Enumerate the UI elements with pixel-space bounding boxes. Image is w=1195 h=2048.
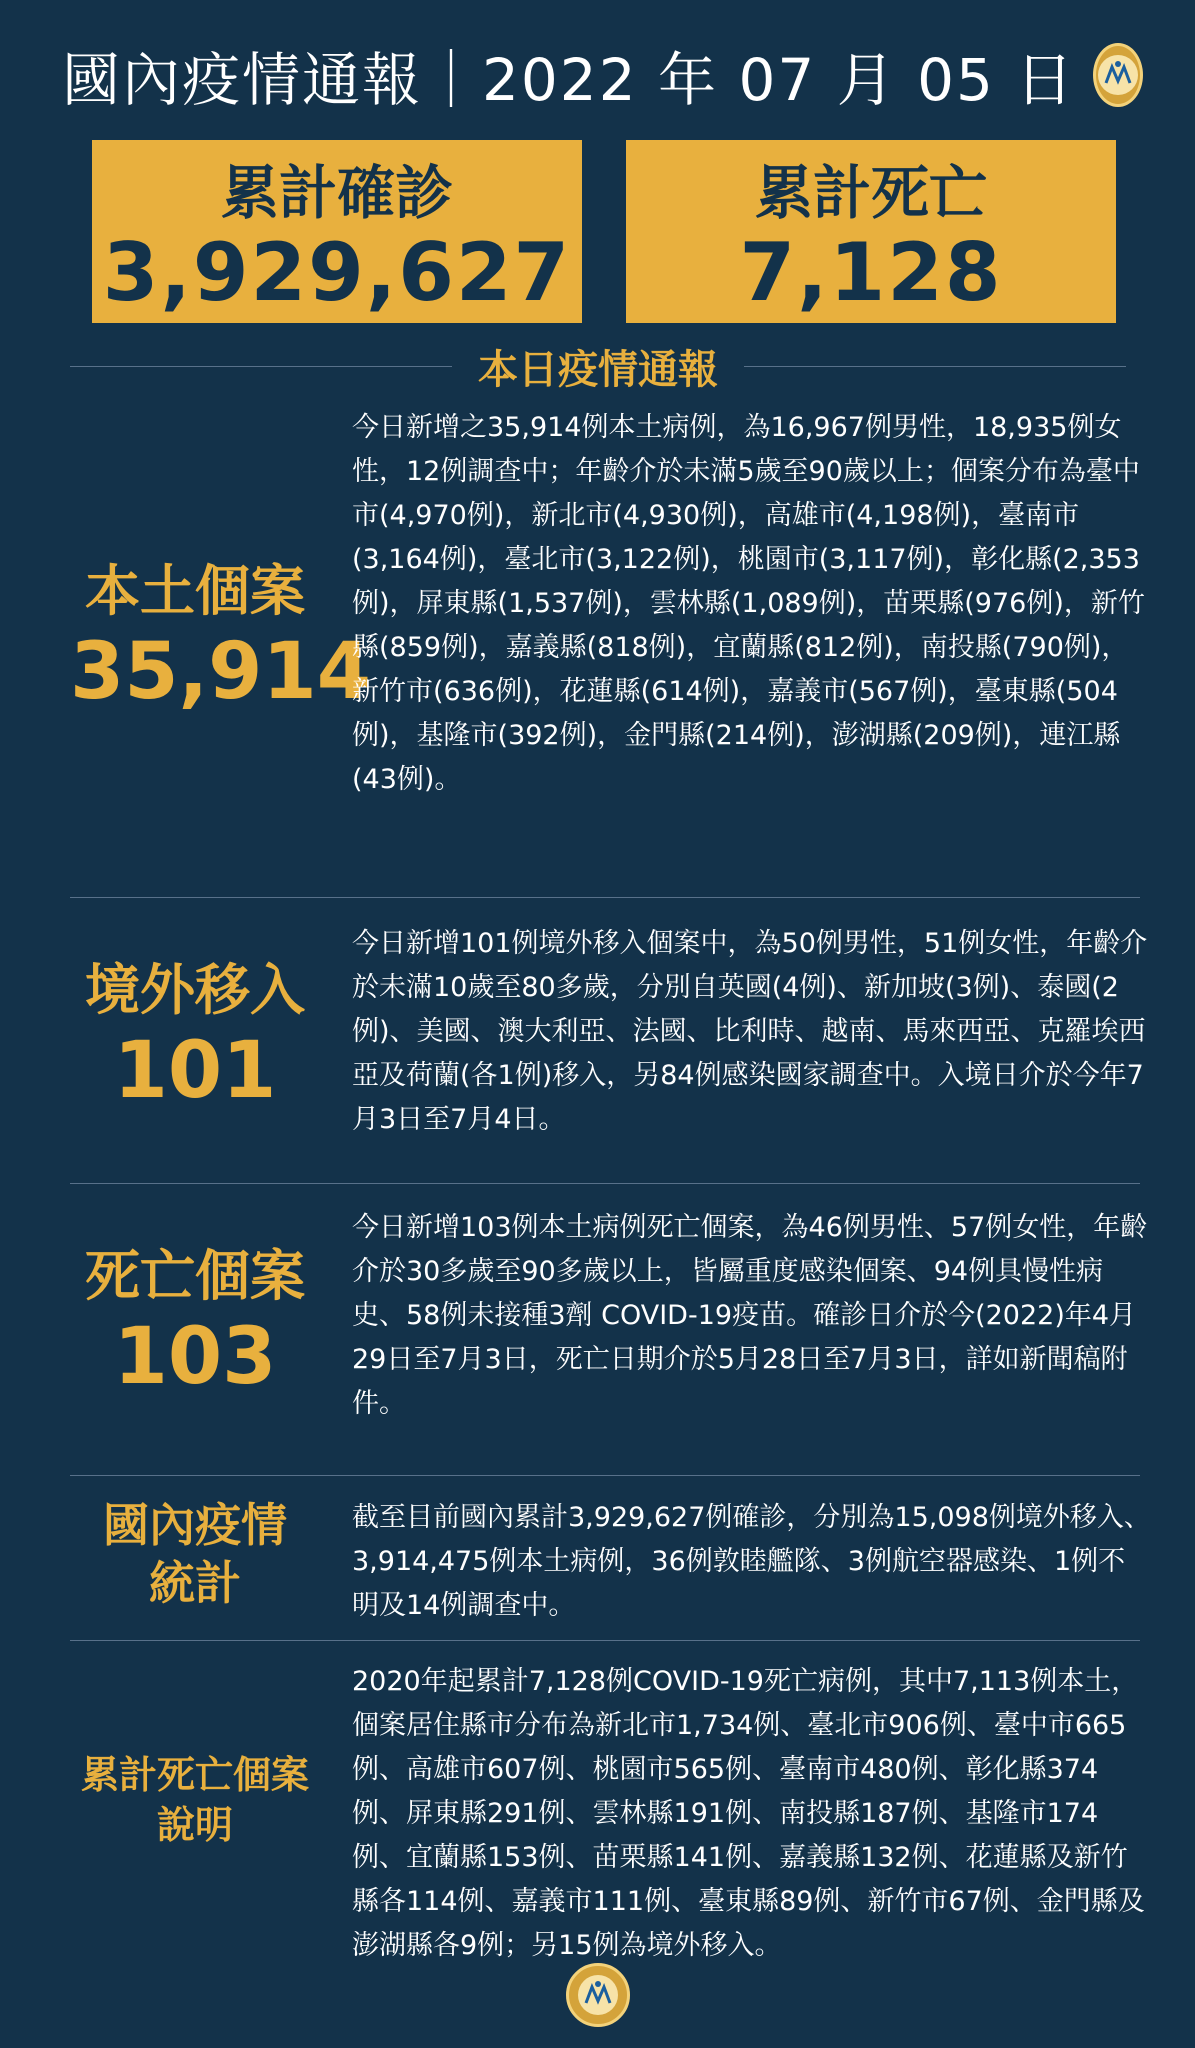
total-confirmed-value: 3,929,627 bbox=[102, 226, 572, 319]
local-cases-section bbox=[70, 400, 1145, 880]
header bbox=[62, 30, 1142, 120]
total-deaths-label: 累計死亡 bbox=[754, 159, 987, 227]
divider bbox=[70, 1183, 1140, 1184]
today-report-heading bbox=[70, 340, 1126, 392]
domestic-stats-label: 國內疫情 bbox=[103, 1498, 287, 1552]
local-cases-value: 35,914 bbox=[70, 627, 371, 717]
divider bbox=[744, 366, 1126, 367]
death-cases-label: 死亡個案 bbox=[84, 1244, 305, 1308]
cumulative-deaths-text: 2020年起累計7,128例COVID-19死亡病例，其中7,113例本土，個案居住縣市分布為新北市1,734例、臺北市906例、臺中市665例、高雄市607例、桃園市565例、臺南市480例、彰化縣374例、屏東縣291例、雲林縣191例、南投縣187例、基隆市174例、宜蘭縣153例、苗栗縣141例、嘉義縣132例、花蓮縣及新竹縣各114例、嘉義市111例、臺東縣89例、新竹市67例、金門縣及澎湖縣各9例；另15例為境外移入。 bbox=[352, 1666, 1145, 1961]
total-deaths-value: 7,128 bbox=[739, 226, 1003, 319]
cdc-logo-icon bbox=[566, 1963, 630, 2027]
local-cases-label: 本土個案 bbox=[84, 559, 305, 623]
cumulative-deaths-label: 累計死亡個案 bbox=[80, 1753, 309, 1797]
divider bbox=[70, 1475, 1140, 1476]
total-confirmed-label: 累計確診 bbox=[220, 159, 453, 227]
total-deaths-box bbox=[626, 140, 1116, 323]
death-cases-section bbox=[70, 1196, 1148, 1466]
divider bbox=[70, 897, 1140, 898]
local-cases-text: 今日新增之35,914例本土病例，為16,967例男性，18,935例女性，12例調查中；年齡介於未滿5歲至90歲以上；個案分布為臺中市(4,970例)，新北市(4,930例)，高雄市(4,198例)，臺南市(3,164例)，臺北市(3,122例)，桃園市(3,117例)，彰化縣(2,353例)，屏東縣(1,537例)，雲林縣(1,089例)，苗栗縣(976例)，新竹縣(859例)，嘉義縣(818例)，宜蘭縣(812例)，南投縣(790例)，新竹市(636例)，花蓮縣(614例)，嘉義市(567例)，臺東縣(504例)，基隆市(392例)，金門縣(214例)，澎湖縣(209例)，連江縣(43例)。 bbox=[352, 412, 1145, 795]
domestic-stats-text: 截至目前國內累計3,929,627例確診，分別為15,098例境外移入、3,914,475例本土病例，36例敦睦艦隊、3例航空器感染、1例不明及14例調查中。 bbox=[352, 1502, 1151, 1621]
page-title: 國內疫情通報｜2022 年 07 月 05 日 bbox=[62, 46, 1076, 114]
imported-cases-section bbox=[70, 910, 1148, 1180]
death-cases-summary bbox=[70, 1240, 320, 1402]
death-cases-value: 103 bbox=[113, 1312, 277, 1402]
domestic-stats-label-line2: 統計 bbox=[149, 1556, 241, 1610]
divider bbox=[70, 1640, 1140, 1641]
imported-cases-text: 今日新增101例境外移入個案中，為50例男性，51例女性，年齡介於未滿10歲至80多歲，分別自英國(4例)、新加坡(3例)、泰國(2例)、美國、澳大利亞、法國、比利時、越南、馬來西亞、克羅埃西亞及荷蘭(各1例)移入，另84例感染國家調查中。入境日介於今年7月3日至7月4日。 bbox=[352, 928, 1148, 1135]
imported-cases-label: 境外移入 bbox=[84, 958, 305, 1022]
cumulative-deaths-label-line2: 說明 bbox=[156, 1803, 233, 1847]
cdc-logo-icon bbox=[1093, 43, 1143, 107]
cumulative-deaths-summary bbox=[70, 1750, 320, 1850]
divider bbox=[70, 366, 452, 367]
local-cases-summary bbox=[70, 555, 371, 717]
death-cases-text: 今日新增103例本土病例死亡個案，為46例男性、57例女性，年齡介於30多歲至90多歲以上，皆屬重度感染個案、94例具慢性病史、58例未接種3劑 COVID-19疫苗。確診日介於今(2022)年4月29日至7月3日，死亡日期介於5月28日至7月3日，詳如新聞稿附件。 bbox=[352, 1212, 1148, 1419]
today-report-title: 本日疫情通報 bbox=[478, 346, 718, 393]
imported-cases-value: 101 bbox=[113, 1026, 277, 1116]
imported-cases-summary bbox=[70, 954, 320, 1116]
total-confirmed-box bbox=[92, 140, 582, 323]
domestic-stats-summary bbox=[70, 1496, 320, 1612]
footer-logo bbox=[566, 1963, 630, 2027]
domestic-stats-section bbox=[70, 1488, 1151, 1633]
cumulative-deaths-section bbox=[70, 1652, 1145, 1961]
